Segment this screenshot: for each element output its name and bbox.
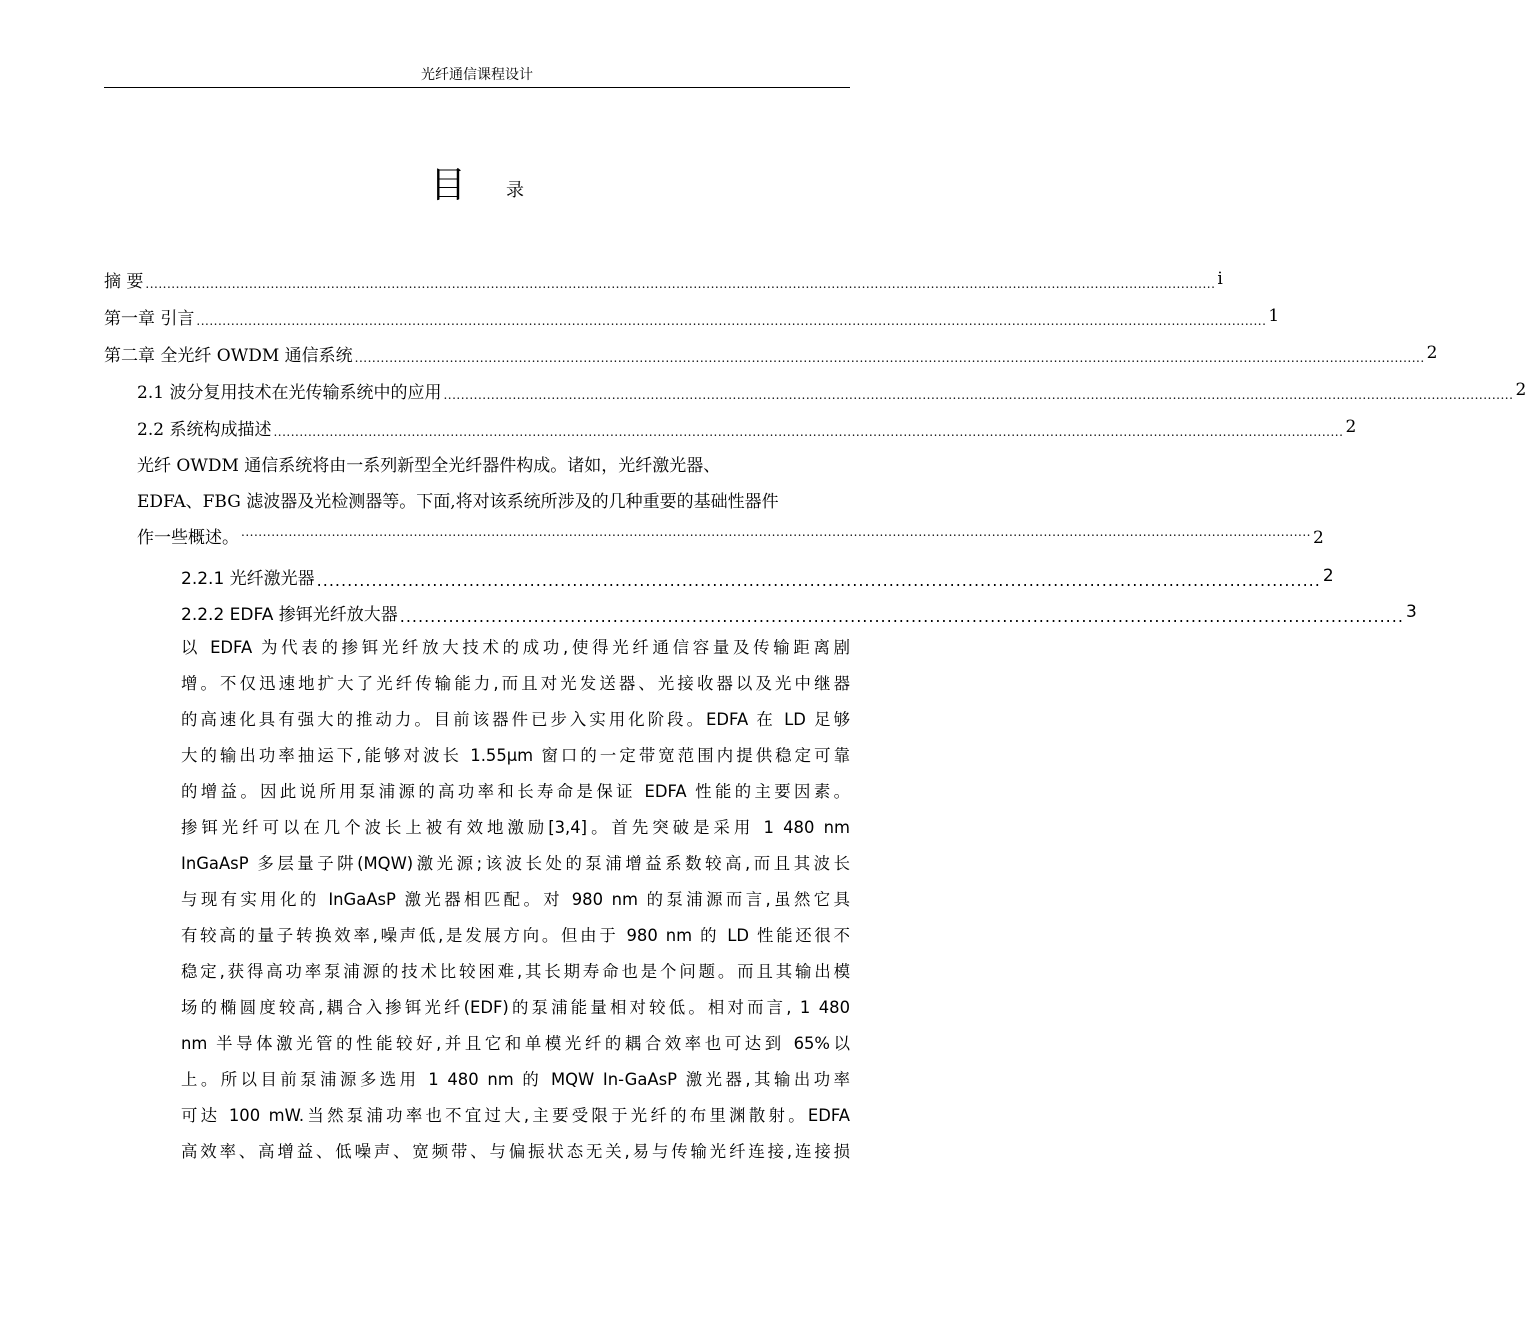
leader-dots: ........................................................................................................................................................................................................................................................ (145, 277, 1216, 291)
paragraph-line: 稳定,获得高功率泵浦源的技术比较困难,其长期寿命也是个问题。而且其输出模 (181, 962, 850, 981)
page-header: 光纤通信课程设计 (104, 64, 850, 88)
leader-dots: ........................................................................................................................................................................................................................................................ (196, 314, 1267, 328)
body-paragraph (181, 630, 850, 1170)
toc-title (0, 160, 950, 220)
toc-entry-page: 2 (1312, 528, 1324, 548)
toc-entry-abstract[interactable] (104, 261, 1223, 297)
toc-entry-2-2-2[interactable] (181, 594, 1417, 630)
toc-entry-2-1[interactable] (137, 372, 1526, 408)
toc-entry-page: i (1217, 269, 1223, 289)
toc-entry-label: 第二章 全光纤 OWDM 通信系统 (104, 345, 353, 366)
toc-entry-2-2-1[interactable] (181, 558, 1334, 594)
toc-entry-label: 2.2.2 EDFA 掺铒光纤放大器 (181, 604, 398, 625)
paragraph-line: 的增益。因此说所用泵浦源的高功率和长寿命是保证 EDFA 性能的主要因素。 (181, 782, 850, 801)
paragraph-line: 上。所以目前泵浦源多选用 1 480 nm 的 MQW In-GaAsP 激光器,其输出功率 (181, 1070, 850, 1089)
paragraph-line: 高效率、高增益、低噪声、宽频带、与偏振状态无关,易与传输光纤连接,连接损 (181, 1142, 850, 1161)
paragraph-line: 大的输出功率抽运下,能够对波长 1.55μm 窗口的一定带宽范围内提供稳定可靠 (181, 746, 850, 765)
paragraph-line: EDFA、FBG 滤波器及光检测器等。下面,将对该系统所涉及的几种重要的基础性器件 (137, 492, 779, 512)
paragraph-line: 场的椭圆度较高,耦合入掺铒光纤(EDF)的泵浦能量相对较低。相对而言, 1 480 (181, 998, 850, 1017)
toc-entry-paragraph[interactable] (137, 448, 1324, 556)
toc-entry-label: 摘 要 (104, 271, 144, 292)
paragraph-line: 与现有实用化的 InGaAsP 激光器相匹配。对 980 nm 的泵浦源而言,虽然它具 (181, 890, 850, 909)
toc-entry-2-2[interactable] (137, 409, 1357, 445)
leader-dots: ........................................................................................................................................................................................................................................................ (354, 351, 1425, 365)
toc-entry-label: 2.2.1 光纤激光器 (181, 568, 315, 589)
toc-title-main: 目 (430, 165, 467, 206)
toc-entry-chapter1[interactable] (104, 298, 1280, 334)
paragraph-line-last (137, 520, 1324, 556)
toc-title-second: 录 (506, 180, 524, 201)
paragraph-line: InGaAsP 多层量子阱(MQW)激光源;该波长处的泵浦增益系数较高,而且其波长 (181, 854, 850, 873)
paragraph-line: 增。不仅迅速地扩大了光纤传输能力,而且对光发送器、光接收器以及光中继器 (181, 674, 850, 693)
toc-entry-page: 2 (1426, 343, 1438, 363)
paragraph-line: 以 EDFA 为代表的掺铒光纤放大技术的成功,使得光纤通信容量及传输距离剧 (181, 638, 850, 657)
toc-entry-page: 2 (1345, 417, 1357, 437)
leader-dots: ........................................................................................................................................................................................................................................................ (443, 388, 1514, 402)
paragraph-line-text: 作一些概述。 (137, 528, 239, 548)
toc-entry-chapter2[interactable] (104, 335, 1438, 371)
toc-entry-label: 第一章 引言 (104, 308, 195, 329)
leader-dots: ........................................................................................................................................................................................................................................................ (241, 525, 1311, 539)
leader-dots: ..................................................................................................................................................................... (399, 607, 1404, 626)
toc-entry-label: 2.1 波分复用技术在光传输系统中的应用 (137, 382, 442, 403)
toc-entry-label: 2.2 系统构成描述 (137, 419, 272, 440)
leader-dots: ........................................................................................................................................................................................................................................................ (273, 425, 1344, 439)
toc-entry-page: 3 (1405, 602, 1417, 622)
toc-entry-page: 2 (1515, 380, 1526, 400)
paragraph-line: nm 半导体激光管的性能较好,并且它和单模光纤的耦合效率也可达到 65%以 (181, 1034, 850, 1053)
toc-entry-page: 2 (1322, 566, 1334, 586)
paragraph-line: 光纤 OWDM 通信系统将由一系列新型全光纤器件构成。诸如，光纤激光器、 (137, 456, 721, 476)
paragraph-line: 可达 100 mW.当然泵浦功率也不宜过大,主要受限于光纤的布里渊散射。EDFA (181, 1106, 850, 1125)
paragraph-line: 掺铒光纤可以在几个波长上被有效地激励[3,4]。首先突破是采用 1 480 nm (181, 818, 850, 837)
toc-entry-page: 1 (1268, 306, 1280, 326)
leader-dots: ..................................................................................................................................................................... (316, 571, 1321, 590)
paragraph-line: 有较高的量子转换效率,噪声低,是发展方向。但由于 980 nm 的 LD 性能还很不 (181, 926, 850, 945)
paragraph-line: 的高速化具有强大的推动力。目前该器件已步入实用化阶段。EDFA 在 LD 足够 (181, 710, 850, 729)
